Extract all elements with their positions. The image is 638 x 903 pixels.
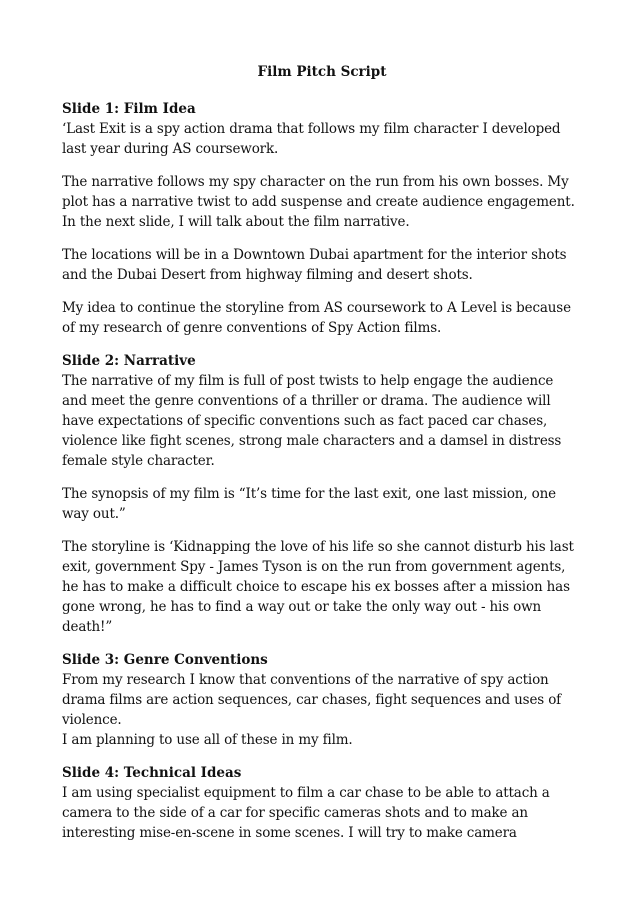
paragraph: The storyline is ‘Kidnapping the love of his life so she cannot disturb his last exit, government Spy - James Tyson is on the run from government agents, he has to make a difficult choice to escape his ex bosses after a mission has gone wrong, he has to find a way out or take the only way out - his own death!”: [62, 539, 574, 635]
paragraph: The locations will be in a Downtown Dubai apartment for the interior shots and the Dubai Desert from highway filming and desert shots.: [62, 247, 567, 283]
section-heading: Slide 2: Narrative: [62, 353, 196, 369]
paragraph: The narrative of my film is full of post twists to help engage the audience and meet the genre conventions of a thriller or drama. The audience will have expectations of specific conventions such as fact paced car chases, violence like fight scenes, strong male characters and a damsel in distress female style character.: [62, 373, 562, 469]
section-heading: Slide 4: Technical Ideas: [62, 765, 242, 781]
document-title: Film Pitch Script: [257, 64, 387, 80]
paragraph: ‘Last Exit is a spy action drama that follows my film character I developed last year during AS coursework.: [62, 121, 561, 157]
paragraph: The narrative follows my spy character on the run from his own bosses. My plot has a narrative twist to add suspense and create audience engagement. In the next slide, I will talk about the film narrative.: [62, 174, 575, 230]
paragraph: The synopsis of my film is “It’s time for the last exit, one last mission, one way out.”: [62, 486, 556, 522]
paragraph: From my research I know that conventions of the narrative of spy action drama films are action sequences, car chases, fight sequences and uses of violence.: [62, 672, 562, 728]
section-technical-ideas: [62, 763, 582, 843]
section-heading: Slide 3: Genre Conventions: [62, 652, 268, 668]
section-film-idea: [62, 99, 582, 338]
paragraph: My idea to continue the storyline from AS coursework to A Level is because of my research of genre conventions of Spy Action films.: [62, 300, 571, 336]
section-heading: Slide 1: Film Idea: [62, 101, 196, 117]
document-page: [62, 62, 582, 843]
paragraph: I am using specialist equipment to film a car chase to be able to attach a camera to the side of a car for specific cameras shots and to make an interesting mise-en-scene in some scenes. I will try to make camera: [62, 785, 550, 841]
paragraph: I am planning to use all of these in my film.: [62, 732, 353, 748]
section-narrative: [62, 351, 582, 637]
section-genre-conventions: [62, 650, 582, 750]
